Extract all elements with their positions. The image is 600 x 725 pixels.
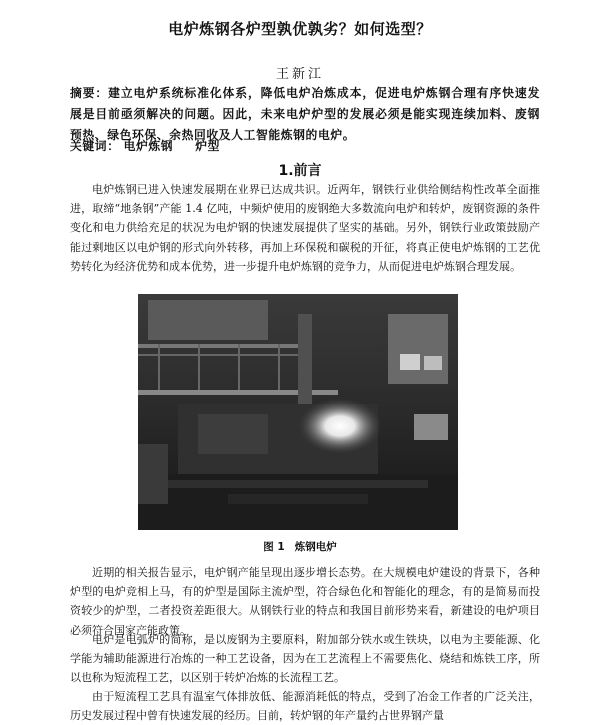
body-paragraph: 由于短流程工艺具有温室气体排放低、能源消耗低的特点，受到了冶金工作者的广泛关注，历史发展过程中曾有快速发展的经历。目前，转炉钢的年产量约占世界钢产量 xyxy=(70,690,540,723)
body-paragraph: 近期的相关报告显示，电炉钢产能呈现出逐步增长态势。在大规模电炉建设的背景下，各种炉型的电炉竞相上马，有的炉型是国际主流炉型，符合绿色化和智能化的理念，有的是简易而投资较少的炉型，二者投资差距很大。从钢铁行业的特点和我国目前形势来看，新建设的电炉项目必须符合国家产能政策。 xyxy=(70,566,540,637)
author-name: 王新江 xyxy=(275,67,324,82)
figure-caption-text: 炼钢电炉 xyxy=(294,541,337,553)
furnace-photo xyxy=(138,294,458,530)
body-paragraph: 电炉是电弧炉的简称，是以废钢为主要原料，附加部分铁水或生铁块，以电为主要能源、化学能为辅助能源进行冶炼的一种工艺设备，因为在工艺流程上不需要焦化、烧结和炼铁工序，所以也称为短流程工艺，以区别于转炉冶炼的长流程工艺。 xyxy=(70,633,540,685)
figure-caption xyxy=(0,539,600,554)
keyword-item: 电炉炼钢 xyxy=(123,139,174,153)
abstract-text: 建立电炉系统标准化体系，降低电炉冶炼成本，促进电炉炼钢合理有序快速发展是目前亟须解决的问题。因此，未来电炉炉型的发展必须是能实现连续加料、废钢预热、绿色环保、余热回收及人工智能炼钢的电炉。 xyxy=(70,86,540,142)
keyword-item: 炉型 xyxy=(195,139,220,153)
figure-number: 图 1 xyxy=(263,541,285,553)
article-title: 电炉炼钢各炉型孰优孰劣？如何选型？ xyxy=(168,20,432,38)
keywords xyxy=(70,137,540,154)
keywords-label: 关键词： xyxy=(70,139,120,153)
body-paragraph: 电炉炼钢已进入快速发展期在业界已达成共识。近两年，钢铁行业供给侧结构性改革全面推进，取缔“地条钢”产能 1.4 亿吨，中频炉使用的废钢绝大多数流向电炉和转炉，废钢资源的条件变化和电力供给充足的状况为电炉钢的快速发展提供了坚实的基础。另外，钢铁行业政策鼓励产能过剩地区以电炉钢的形式向外转移，再加上环保税和碳税的开征，将真正使电炉炼钢的工艺优势转化为经济优势和成本优势，进一步提升电炉炼钢的竞争力，从而促进电炉炼钢合理发展。 xyxy=(70,183,540,273)
section-heading: 1.前言 xyxy=(278,163,322,179)
abstract-label: 摘要： xyxy=(70,86,109,100)
